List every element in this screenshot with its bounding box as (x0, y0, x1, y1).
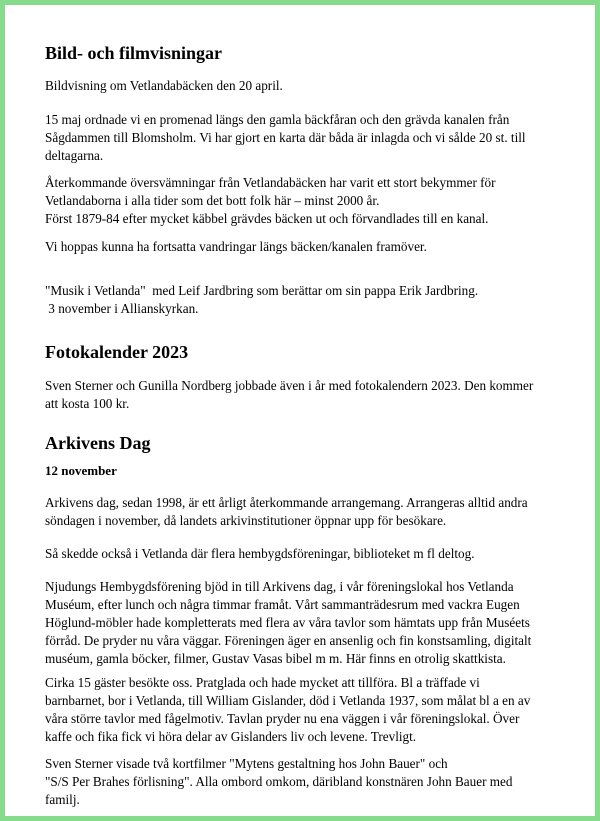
text-line: våra större tavlor med fågelmotiv. Tavlan pryder nu ena väggen i vår föreningslokal. Över (45, 711, 520, 726)
text-line: familj. (45, 792, 80, 807)
section-title-arkivens-dag: Arkivens Dag (45, 433, 151, 453)
text-line: Bildvisning om Vetlandabäcken den 20 april. (45, 78, 283, 93)
section-title-bild-och-filmvisningar: Bild- och filmvisningar (45, 43, 223, 63)
text-line: söndagen i november, då landets arkivinstitutioner öppnar upp för besökare. (45, 513, 447, 528)
text-line: kaffe och fika fick vi höra delar av Gislanders liv och levene. Trevligt. (45, 729, 417, 744)
text-line: Höglund-möbler hade kompletterats med flera av våra tavlor som hämtats upp från Muséets (45, 615, 530, 630)
paragraph (45, 578, 577, 668)
section-title-fotokalender: Fotokalender 2023 (45, 342, 189, 362)
text-line: Sven Sterner visade två kortfilmer "Mytens gestaltning hos John Bauer" och (45, 756, 448, 771)
text-line: Muséum, efter lunch och några timmar framåt. Vårt sammanträdesrum med vackra Eugen (45, 597, 520, 612)
text-line: Vi hoppas kunna ha fortsatta vandringar längs bäcken/kanalen framöver. (45, 239, 427, 254)
text-line: Så skedde också i Vetlanda där flera hembygdsföreningar, biblioteket m fl deltog. (45, 546, 475, 561)
text-line: Sågdammen till Blomsholm. Vi har gjort en karta där båda är inlagda och vi sålde 20 st. till (45, 130, 526, 145)
text-line: 15 maj ordnade vi en promenad längs den gamla bäckfåran och den grävda kanalen från (45, 112, 510, 127)
paragraph (45, 545, 577, 563)
paragraph (45, 755, 577, 809)
text-line: Cirka 15 gäster besökte oss. Pratglada och hade mycket att tillföra. Bl a träffade vi (45, 675, 480, 690)
paragraph (45, 238, 577, 256)
text-line: muséum, gamla böcker, filmer, Gustav Vasas bibel m m. Här finns en otrolig skattkista. (45, 651, 506, 666)
section-subtitle-date: 12 november (45, 463, 117, 478)
text-line: förråd. De pryder nu våra väggar. Föreningen äger en ansenlig och fin konstsamling, digitalt (45, 633, 532, 648)
paragraph (45, 674, 577, 746)
paragraph (45, 377, 577, 413)
text-line: "S/S Per Brahes förlisning". Alla ombord omkom, däribland konstnären John Bauer med (45, 774, 513, 789)
text-line: "Musik i Vetlanda" med Leif Jardbring som berättar om sin pappa Erik Jardbring. (45, 283, 479, 298)
text-line: Återkommande översvämningar från Vetlandabäcken har varit ett stort bekymmer för (45, 175, 496, 190)
paragraph (45, 77, 577, 95)
text-line: Först 1879-84 efter mycket käbbel grävdes bäcken ut och förvandlades till en kanal. (45, 211, 489, 226)
text-line: Njudungs Hembygdsförening bjöd in till Arkivens dag, i vår föreningslokal hos Vetlanda (45, 579, 514, 594)
text-line: 3 november i Allianskyrkan. (45, 301, 199, 316)
paragraph (45, 111, 577, 165)
paragraph (45, 494, 577, 530)
paragraph (45, 282, 577, 318)
text-line: Vetlandaborna i alla tider som det bott folk här – minst 2000 år. (45, 193, 380, 208)
text-line: Arkivens dag, sedan 1998, är ett årligt återkommande arrangemang. Arrangeras alltid andra (45, 495, 528, 510)
paragraph (45, 174, 577, 228)
text-line: att kosta 100 kr. (45, 396, 130, 411)
text-line: deltagarna. (45, 148, 104, 163)
text-line: barnbarnet, bor i Vetlanda, till William Gislander, död i Vetlanda 1937, som målat bl a en av (45, 693, 531, 708)
text-line: Sven Sterner och Gunilla Nordberg jobbade även i år med fotokalendern 2023. Den kommer (45, 378, 534, 393)
